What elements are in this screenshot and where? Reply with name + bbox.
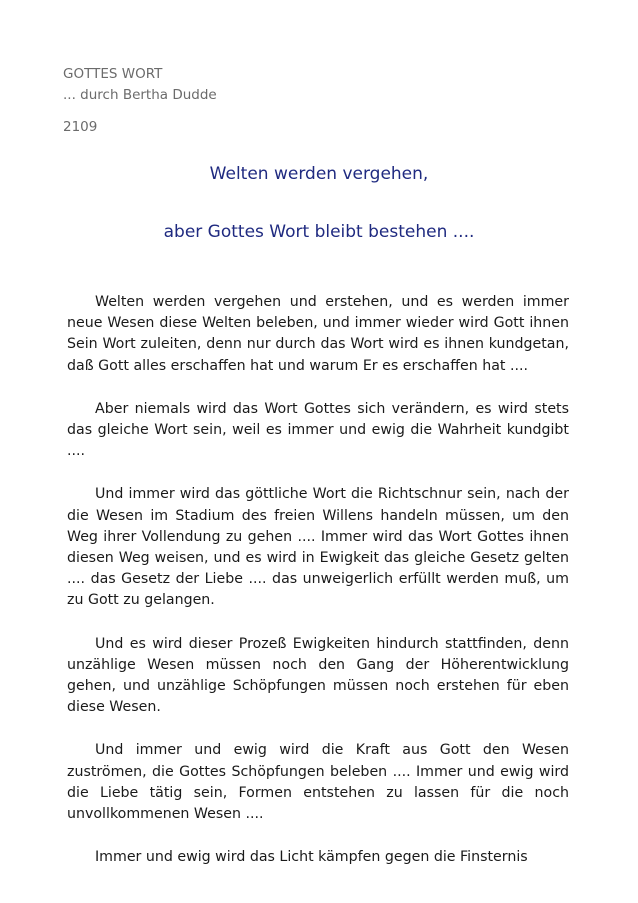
paragraph: Immer und ewig wird das Licht kämpfen gegen die Finsternis: [95, 849, 528, 866]
title-line-1: Welten werden vergehen,: [209, 164, 429, 184]
paragraph: Aber niemals wird das Wort Gottes sich verändern, es wird stets das gleiche Wort sein, weil es immer und ewig die Wahrheit kundgibt ....: [67, 400, 569, 460]
paragraph: Welten werden vergehen und erstehen, und es werden immer neue Wesen diese Welten beleben, und immer wieder wird Gott ihnen Sein Wort zuleiten, denn nur durch das Wort wird es ihnen kundgetan, daß Gott alles erschaffen hat und warum Er es erschaffen hat ....: [67, 294, 569, 374]
title-line-2: aber Gottes Wort bleibt bestehen ....: [163, 222, 475, 242]
document-header: [63, 64, 217, 106]
paragraph: Und es wird dieser Prozeß Ewigkeiten hindurch stattfinden, denn unzählige Wesen müssen noch den Gang der Höherentwicklung gehen, und unzählige Schöpfungen müssen noch erstehen für eben diese Wesen.: [67, 635, 569, 716]
paragraph: Und immer wird das göttliche Wort die Richtschnur sein, nach der die Wesen im Stadium des freien Willens handeln müssen, um den Weg ihrer Vollendung zu gehen .... Immer wird das Wort Gottes ihnen diesen Weg weisen, und es wird in Ewigkeit das gleiche Gesetz gelten .... das Gesetz der Liebe .... das unweigerlich erfüllt werden muß, um zu Gott zu gelangen.: [67, 486, 569, 609]
series-title: GOTTES WORT: [63, 66, 163, 82]
author-line: ... durch Bertha Dudde: [63, 87, 217, 103]
document-number: 2109: [63, 119, 98, 135]
document-body: [67, 292, 569, 890]
paragraph: Und immer und ewig wird die Kraft aus Gott den Wesen zuströmen, die Gottes Schöpfungen beleben .... Immer und ewig wird die Liebe tätig sein, Formen entstehen zu lassen für die noch unvollkommenen Wesen ....: [67, 742, 569, 823]
